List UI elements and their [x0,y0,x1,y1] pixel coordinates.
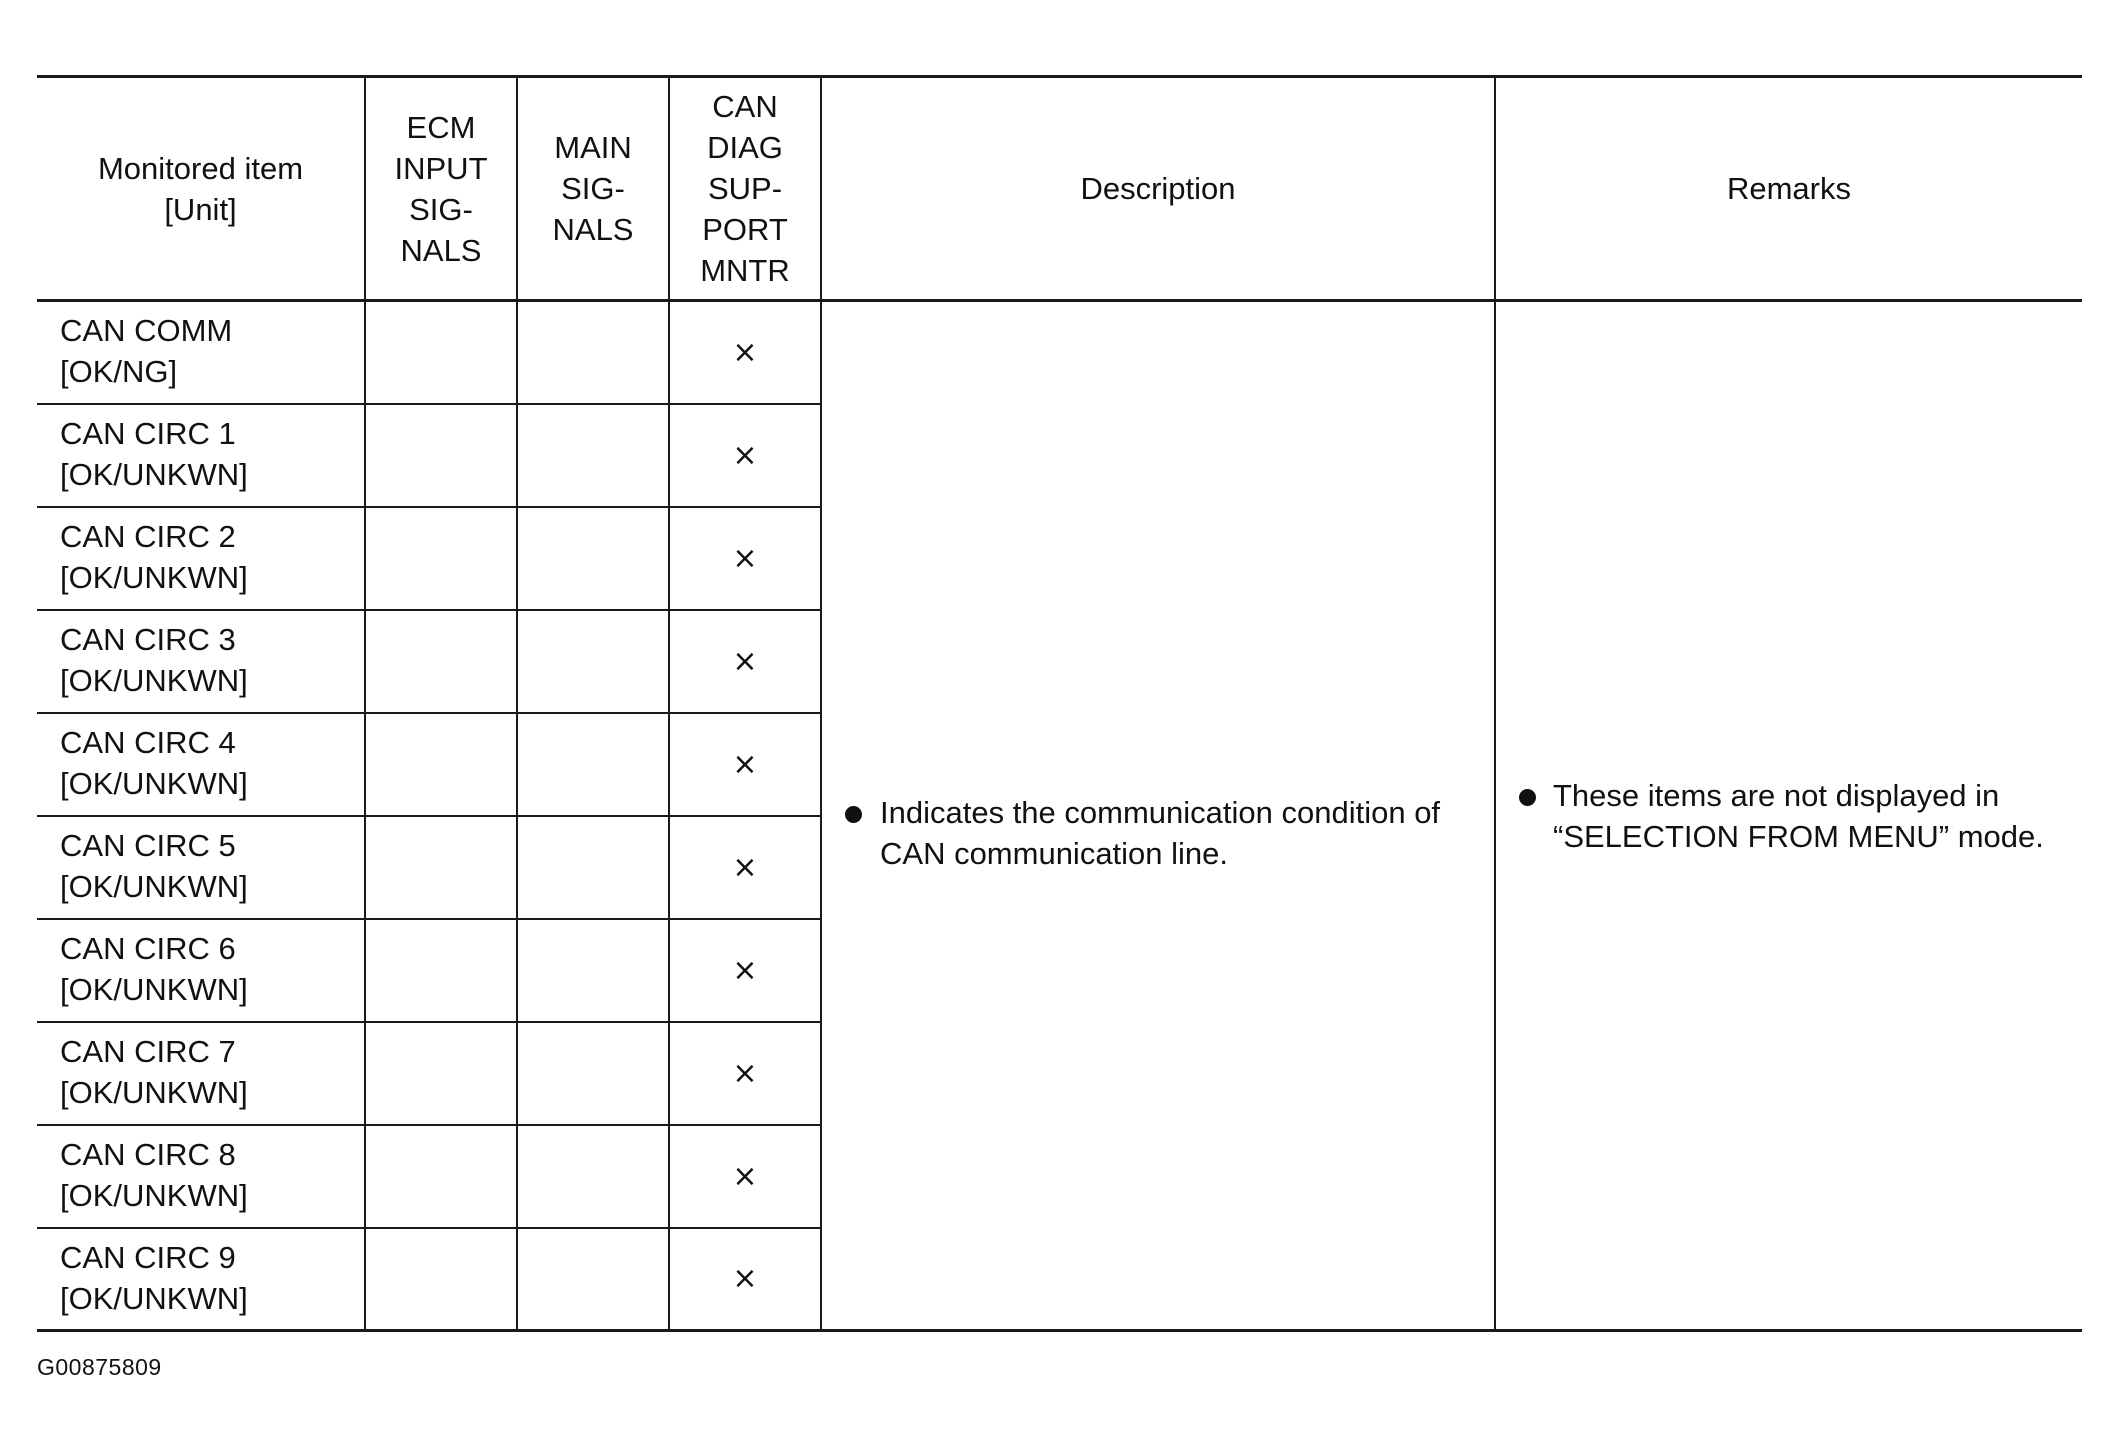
bullet-icon [845,806,862,823]
main-signals-cell [517,1228,669,1331]
item-unit: [OK/UNKWN] [60,1280,248,1316]
remarks-text: These items are not displayed in “SELECTION FROM MENU” mode. [1553,777,2044,854]
ecm-input-signals-cell [365,507,517,610]
item-unit: [OK/UNKWN] [60,765,248,801]
header-monitored-item [37,77,365,301]
header-description: Description [821,77,1495,301]
item-name: CAN CIRC 9 [60,1239,236,1275]
header-text-line: PORT [702,212,788,247]
can-diag-support-mntr-cell: × [669,404,821,507]
monitor-items-table [37,75,2082,1332]
item-name: CAN CIRC 2 [60,518,236,554]
ecm-input-signals-cell [365,919,517,1022]
main-signals-cell [517,610,669,713]
main-signals-cell [517,301,669,404]
monitored-item-cell [37,301,365,404]
ecm-input-signals-cell [365,404,517,507]
monitored-item-cell [37,507,365,610]
main-signals-cell [517,816,669,919]
monitored-item-cell [37,1125,365,1228]
monitored-item-cell [37,1228,365,1331]
description-text: Indicates the communication condition of CAN communication line. [880,795,1441,871]
item-unit: [OK/UNKWN] [60,559,248,595]
main-signals-cell [517,1022,669,1125]
item-unit: [OK/UNKWN] [60,662,248,698]
header-text-line: MAIN [554,130,632,165]
can-diag-support-mntr-cell: × [669,713,821,816]
ecm-input-signals-cell [365,1125,517,1228]
header-remarks: Remarks [1495,77,2082,301]
ecm-input-signals-cell [365,1022,517,1125]
can-diag-support-mntr-cell: × [669,1228,821,1331]
header-text-line: INPUT [394,150,488,186]
can-diag-support-mntr-cell: × [669,610,821,713]
header-ecm-input-signals [365,77,517,301]
header-text-line: NALS [400,232,482,268]
table-row [37,301,2082,404]
description-bullet [822,792,1494,874]
item-unit: [OK/UNKWN] [60,456,248,492]
header-text-line: CAN [712,89,778,124]
main-signals-cell [517,507,669,610]
ecm-input-signals-cell [365,610,517,713]
description-cell [821,301,1495,1331]
header-text-line: ECM [406,109,476,145]
header-text-line: MNTR [700,253,790,288]
figure-id: G00875809 [37,1354,162,1380]
main-signals-cell [517,1125,669,1228]
header-text-line: SUP- [707,171,783,206]
main-signals-cell [517,919,669,1022]
monitored-item-cell [37,713,365,816]
item-name: CAN CIRC 6 [60,930,236,966]
can-diag-support-mntr-cell: × [669,1125,821,1228]
remarks-cell [1495,301,2082,1331]
ecm-input-signals-cell [365,1228,517,1331]
item-name: CAN CIRC 7 [60,1033,236,1069]
table-header-row [37,77,2082,301]
item-name: CAN CIRC 3 [60,621,236,657]
bullet-icon [1519,789,1536,806]
item-unit: [OK/UNKWN] [60,868,248,904]
monitored-item-cell [37,816,365,919]
ecm-input-signals-cell [365,816,517,919]
monitored-item-cell [37,919,365,1022]
can-diag-support-mntr-cell: × [669,301,821,404]
item-name: CAN CIRC 8 [60,1136,236,1172]
header-text-line: NALS [552,212,634,247]
can-diag-support-mntr-cell: × [669,816,821,919]
item-name: CAN COMM [60,313,233,348]
header-can-diag-support-mntr [669,77,821,301]
ecm-input-signals-cell [365,301,517,404]
main-signals-cell [517,404,669,507]
header-text-line: Monitored item [97,150,304,186]
item-unit: [OK/UNKWN] [60,1074,248,1110]
item-unit: [OK/UNKWN] [60,1177,248,1213]
remarks-bullet [1496,775,2082,857]
header-text-line: DIAG [707,130,783,165]
header-text-line: SIG- [409,191,473,227]
monitored-item-cell [37,1022,365,1125]
item-name: CAN CIRC 4 [60,724,236,760]
can-diag-support-mntr-cell: × [669,1022,821,1125]
can-diag-support-mntr-cell: × [669,507,821,610]
header-main-signals [517,77,669,301]
item-name: CAN CIRC 5 [60,827,236,863]
monitored-item-cell [37,610,365,713]
header-text-line: SIG- [561,171,625,206]
item-name: CAN CIRC 1 [60,415,236,451]
item-unit: [OK/NG] [60,354,178,389]
ecm-input-signals-cell [365,713,517,816]
can-diag-support-mntr-cell: × [669,919,821,1022]
monitored-item-cell [37,404,365,507]
item-unit: [OK/UNKWN] [60,971,248,1007]
header-text-line: [Unit] [164,191,237,227]
main-signals-cell [517,713,669,816]
